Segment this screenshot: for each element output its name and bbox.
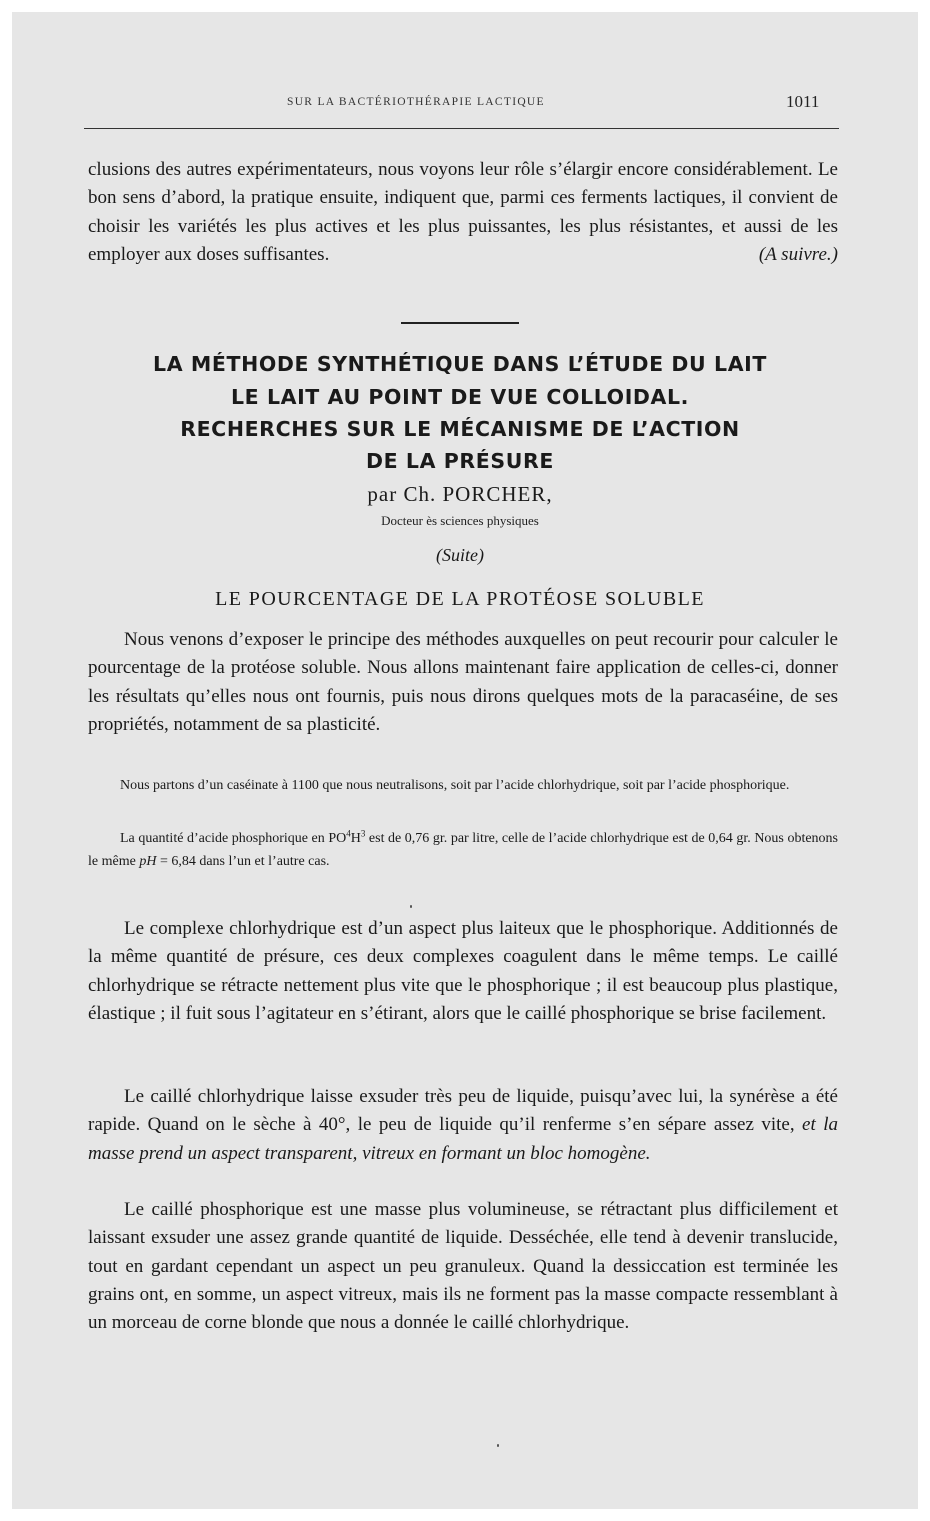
note-caseinate: Nous partons d’un caséinate à 1100 que nous neutralisons, soit par l’acide chlorhydrique, soit par l’acide phosphorique.: [120, 778, 790, 793]
article-title-line-3: RECHERCHES SUR LE MÉCANISME DE L’ACTION: [180, 417, 740, 441]
note-text: = 6,84 dans l’un et l’autre cas.: [156, 853, 330, 869]
article-title-line-4: DE LA PRÉSURE: [365, 449, 555, 473]
continued-note: (A suivre.): [758, 243, 838, 265]
formula-text: H: [350, 831, 361, 846]
ph-symbol: pH: [139, 853, 157, 869]
header-rule: [84, 128, 839, 129]
section-heading: LE POURCENTAGE DE LA PROTÉOSE SOLUBLE: [215, 588, 705, 610]
intro-paragraph: Nous venons d’exposer le principe des méthodes auxquelles on peut recourir pour calculer le pourcentage de la protéose soluble. Nous allons maintenant faire application de celles-ci, donner les résultats qu’elles nous ont fournis, puis nous dirons quelques mots de la paracaséine, de ses propriétés, notamment de sa plasticité.: [88, 629, 838, 735]
closing-text: clusions des autres expérimentateurs, nous voyons leur rôle s’élargir encore considérablement. Le bon sens d’abord, la pratique ensuite, indiquent que, parmi ces ferments lactiques, il convient de choisir les variétés les plus actives et les plus puissantes, les plus résistantes, et aussi de les employer aux doses suffisantes.: [88, 159, 838, 265]
article-title-line-2: LE LAIT AU POINT DE VUE COLLOIDAL.: [230, 385, 690, 409]
paragraph-italic-text: et la masse prend un aspect transparent, vitreux en formant un bloc homogène.: [88, 1114, 838, 1164]
scan-speck: [497, 1444, 499, 1447]
paragraph-chlorhydric-complex: Le complexe chlorhydrique est d’un aspect plus laiteux que le phosphorique. Additionnés de la même quantité de présure, ces deux complexes coagulent dans le même temps. Le caillé chlorhydrique se rétracte nettement plus vite que le phosphorique ; il est beaucoup plus plastique, élastique ; il fuit sous l’agitateur en s’étirant, alors que le caillé phosphorique se brise facilement.: [88, 918, 838, 1024]
paragraph-phosphoric-curd: Le caillé phosphorique est une masse plus volumineuse, se rétractant plus difficilement et laissant exsuder une assez grande quantité de liquide. Desséchée, elle tend à devenir translucide, tout en gardant cependant un aspect un peu granuleux. Quand la dessiccation est terminée les grains ont, en somme, un aspect vitreux, mais ils ne forment pas la masse compacte ressemblant à un morceau de corne blonde que nous a donnée le caillé chlorhydrique.: [88, 1199, 838, 1334]
paragraph-chlorhydric-curd: [88, 1083, 838, 1168]
formula-superscript: 3: [360, 828, 366, 839]
note-acid-quantities: [88, 828, 838, 873]
running-header: SUR LA BACTÉRIOTHÉRAPIE LACTIQUE: [287, 96, 545, 108]
continuation-note: (Suite): [436, 545, 484, 565]
page-number: 1011: [786, 92, 820, 111]
note-text: est de 0,76 gr. par litre, celle de l’acide chlorhydrique est de 0,64 gr. Nous obtenons le même: [88, 831, 838, 869]
scan-speck: [410, 905, 412, 908]
article-separator-rule: [401, 322, 519, 324]
paragraph-text: Le caillé chlorhydrique laisse exsuder très peu de liquide, puisqu’avec lui, la synérèse a été rapide. Quand on le sèche à 40°, le peu de liquide qu’il renferme s’en sépare assez vite,: [88, 1086, 838, 1136]
author-credential: Docteur ès sciences physiques: [381, 513, 539, 528]
article-title-line-1: LA MÉTHODE SYNTHÉTIQUE DANS L’ÉTUDE DU LAIT: [153, 352, 767, 376]
formula-superscript: 4: [346, 828, 351, 839]
previous-article-closing: [88, 156, 838, 269]
author-byline: par Ch. PORCHER,: [367, 482, 553, 506]
note-text: La quantité d’acide phosphorique en PO: [120, 831, 347, 846]
